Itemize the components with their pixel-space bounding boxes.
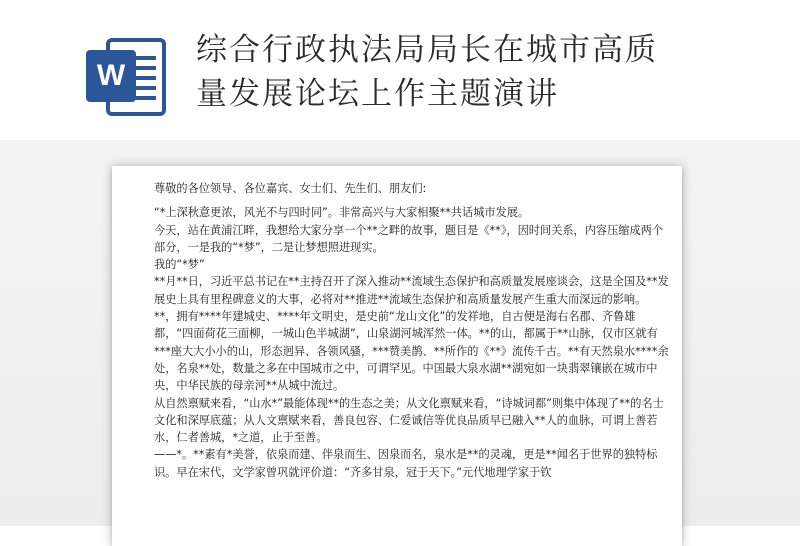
word-document-icon: [80, 30, 172, 122]
document-body: [154, 180, 674, 481]
body-paragraph: 今天，站在黄浦江畔，我想给大家分享一个**之畔的故事，题目是《**》，因时间关系，内容压缩成两个部分，一是我的“*梦”，二是让梦想照进现实。: [154, 223, 664, 254]
body-paragraph: “*上深秋意更浓，风光不与四时同”。非常高兴与大家相聚**共话城市发展。: [154, 206, 530, 220]
page-title: [196, 28, 756, 116]
body-paragraph: ——*。**素有*美誉，依泉而建、伴泉而生、因泉而名，泉水是**的灵魂，更是**闻名于世界的独特标识。早在宋代，文学家曾巩就评价道：“齐多甘泉，冠于天下。”元代地理学家于钦: [154, 448, 658, 479]
title-line-2: 量发展论坛上作主题演讲: [196, 76, 559, 112]
title-line-1: 综合行政执法局局长在城市高质: [196, 32, 658, 68]
header-banner: [0, 0, 800, 140]
greeting-paragraph: 尊敬的各位领导、各位嘉宾、女士们、先生们、朋友们:: [154, 182, 427, 195]
svg-text:W: W: [96, 59, 126, 92]
section-heading: 我的“*梦”: [154, 258, 205, 272]
body-paragraph: **，拥有****年建城史、****年文明史，是史前“龙山文化”的发祥地，自古便是海右名郡、齐鲁雄都，“四面荷花三面柳，一城山色半城湖”，山泉湖河城浑然一体。**的山，都属于**山脉，仅市区就有***座大大小小的山，形态迥异、各领风骚，***赞美鹊、**所作的《**》流传千古。**有天然泉水****余处，名泉**处，数量之多在中国城市之中，可谓罕见。中国最大泉水湖**湖宛如一块翡翠镶嵌在城市中央，中华民族的母亲河**从城中流过。: [154, 310, 669, 393]
body-paragraph: 从自然禀赋来看，“山水*”最能体现**的生态之美；从文化禀赋来看，“诗城词都”则集中体现了**的名士文化和深厚底蕴；从人文禀赋来看，善良包容、仁爱诚信等优良品质早已融入**人的血脉，可谓上善若水，仁者善城，*之道，止于至善。: [154, 396, 664, 445]
body-paragraph: **月**日，习近平总书记在**主持召开了深入推动**流域生态保护和高质量发展座谈会，这是全国及**发展史上具有里程碑意义的大事，必将对**推进**流域生态保护和高质量发展产生重大而深远的影响。: [154, 275, 669, 306]
